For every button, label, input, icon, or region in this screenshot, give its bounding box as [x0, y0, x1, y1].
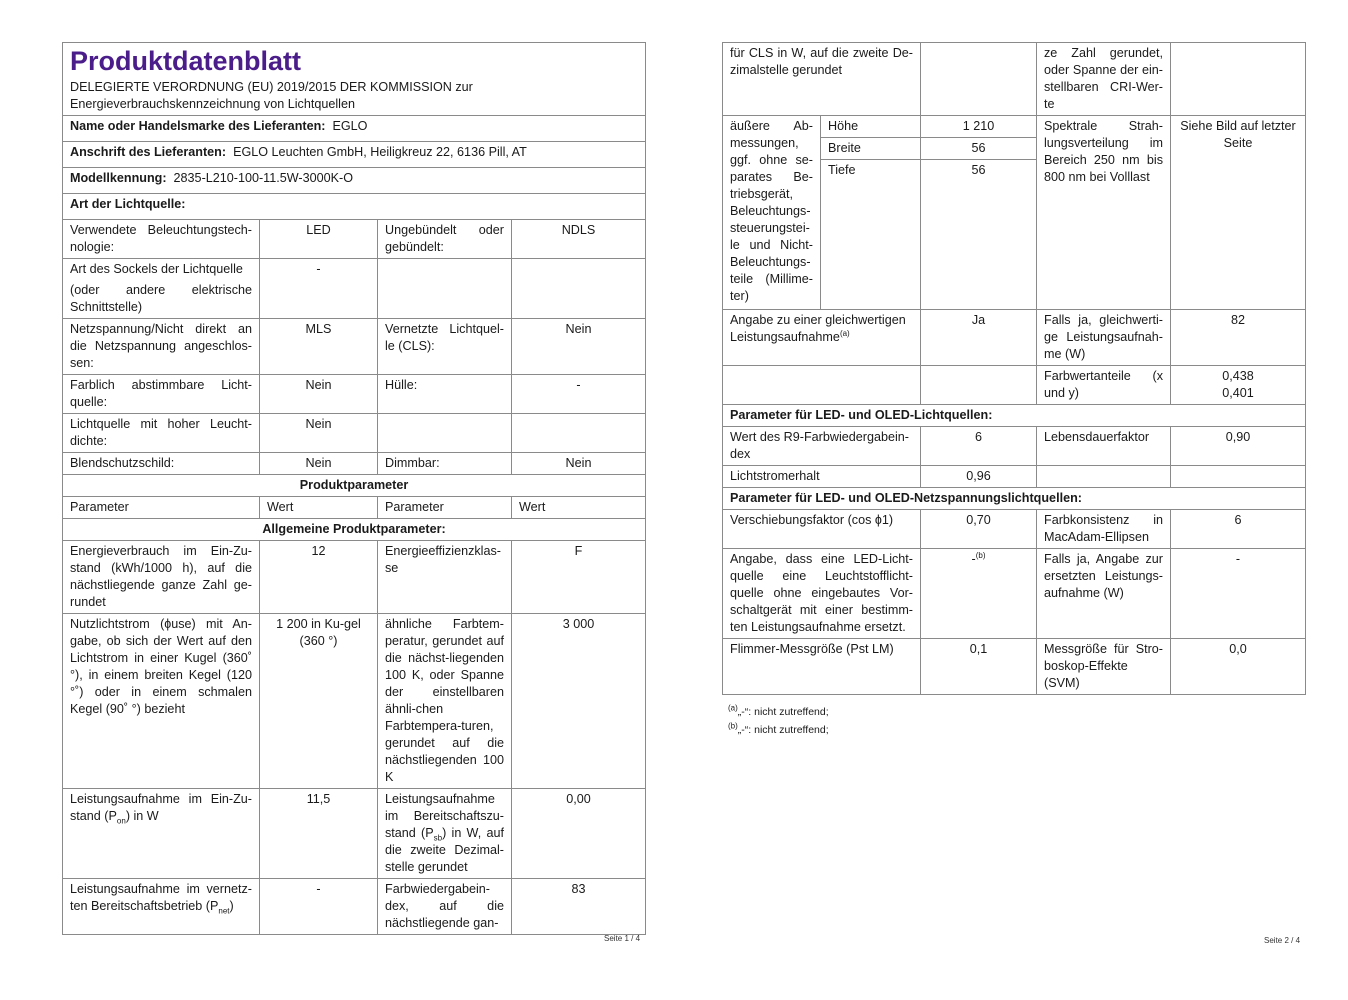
empty-cell — [1171, 466, 1306, 488]
pon-label — [63, 789, 260, 879]
bundled-label: Ungebündelt oder gebündelt: — [378, 220, 512, 259]
height-label: Höhe — [821, 116, 921, 138]
title-cell — [63, 43, 646, 116]
tunable-label: Farblich abstimmbare Licht-quelle: — [63, 375, 260, 414]
chroma-x: 0,438 — [1222, 369, 1254, 383]
cls-value: Nein — [512, 319, 646, 375]
led-params-header: Parameter für LED- und OLED-Lichtquellen: — [723, 405, 1306, 427]
footnote-a — [728, 703, 1305, 721]
maint-label: Lichtstromerhalt — [723, 466, 921, 488]
flux-value: 1 200 in Ku-gel (360 °) — [260, 614, 378, 789]
spectral-label: Spektrale Strah-lungsverteilung im Bereich 250 nm bis 800 nm bei Volllast — [1037, 116, 1171, 310]
footnote-a-mark: (a) — [728, 703, 738, 713]
col-param-header: Parameter — [63, 497, 260, 519]
envelope-value: - — [512, 375, 646, 414]
pon-value: 11,5 — [260, 789, 378, 879]
supplier-label: Name oder Handelsmarke des Lieferanten: — [70, 119, 326, 133]
equiv-power-value: 82 — [1171, 310, 1306, 366]
empty-cell — [921, 366, 1037, 405]
document-subtitle: DELEGIERTE VERORDNUNG (EU) 2019/2015 DER KOMMISSION zur Energieverbrauchskennzeichnung von Lichtquellen — [70, 80, 473, 111]
col-value-header: Wert — [260, 497, 378, 519]
width-value: 56 — [921, 138, 1037, 160]
cct-value: 3 000 — [512, 614, 646, 789]
equiv-value: Ja — [921, 310, 1037, 366]
tech-value: LED — [260, 220, 378, 259]
replace-power-label: Falls ja, Angabe zur ersetzten Leistungs-aufnahme (W) — [1037, 549, 1171, 639]
pf-value: 0,70 — [921, 510, 1037, 549]
footnote-b — [728, 721, 1305, 739]
empty-cell — [1037, 466, 1171, 488]
chroma-y: 0,401 — [1222, 386, 1254, 400]
empty-cell — [512, 259, 646, 319]
pnet-label — [63, 879, 260, 935]
replace-label: Angabe, dass eine LED-Licht-quelle eine Leuchtstofflicht-quelle ohne eingebautes Vor-schaltgerät mit einer bestimm-ten Leistungsaufnahme ersetzt. — [723, 549, 921, 639]
address-value: EGLO Leuchten GmbH, Heiligkreuz 22, 6136 Pill, AT — [233, 145, 527, 159]
equiv-footnote-mark: (a) — [839, 328, 850, 338]
pnet-label-continued: für CLS in W, auf die zweite De-zimalstelle gerundet — [723, 43, 921, 116]
socket-label-line2: (oder andere elektrische Schnittstelle) — [70, 283, 252, 314]
flicker-label: Flimmer-Messgröße (Pst LM) — [723, 639, 921, 695]
height-value: 1 210 — [921, 116, 1037, 138]
lightsource-type-label: Art der Lichtquelle: — [63, 194, 646, 220]
pnet-subscript: net — [218, 906, 230, 916]
empty-cell — [512, 414, 646, 453]
pf-label: Verschiebungsfaktor (cos ɸ1) — [723, 510, 921, 549]
depth-value: 56 — [921, 160, 1037, 310]
spectral-value: Siehe Bild auf letzter Seite — [1171, 116, 1306, 310]
model-row — [63, 168, 646, 194]
mains-params-header: Parameter für LED- und OLED-Netzspannungslichtquellen: — [723, 488, 1306, 510]
strobe-label: Messgröße für Stro-boskop-Effekte (SVM) — [1037, 639, 1171, 695]
tech-label: Verwendete Beleuchtungstech-nologie: — [63, 220, 260, 259]
replace-footnote-mark: (b) — [975, 550, 986, 560]
glare-label: Blendschutzschild: — [63, 453, 260, 475]
col-param-header: Parameter — [378, 497, 512, 519]
address-row — [63, 142, 646, 168]
highlum-value: Nein — [260, 414, 378, 453]
footnotes — [728, 703, 1305, 739]
socket-value: - — [260, 259, 378, 319]
survival-value: 0,90 — [1171, 427, 1306, 466]
datasheet-table-page-2 — [722, 42, 1306, 695]
datasheet-table-page-1 — [62, 42, 646, 935]
psb-label — [378, 789, 512, 879]
replace-value — [921, 549, 1037, 639]
eclass-label: Energieeffizienzklas-se — [378, 541, 512, 614]
tunable-value: Nein — [260, 375, 378, 414]
survival-label: Lebensdauerfaktor — [1037, 427, 1171, 466]
pon-subscript: on — [116, 816, 126, 826]
r9-value: 6 — [921, 427, 1037, 466]
maint-value: 0,96 — [921, 466, 1037, 488]
pnet-value: - — [260, 879, 378, 935]
page-2 — [722, 42, 1305, 739]
chroma-label: Farbwertanteile (x und y) — [1037, 366, 1171, 405]
socket-label — [63, 259, 260, 319]
energy-label: Energieverbrauch im Ein-Zu-stand (kWh/1000 h), auf die nächstliegende ganze Zahl ge-rundet — [63, 541, 260, 614]
empty-cell — [921, 43, 1037, 116]
product-params-header: Produktparameter — [63, 475, 646, 497]
pnet-label-text: Leistungsaufnahme im vernetz-ten Bereitschaftsbetrieb (P — [70, 882, 252, 913]
cri-label: Farbwiedergabein-dex, auf die nächstliegende gan- — [378, 879, 512, 935]
replace-value-text: - — [971, 552, 976, 566]
empty-cell — [378, 259, 512, 319]
width-label: Breite — [821, 138, 921, 160]
replace-power-value: - — [1171, 549, 1306, 639]
r9-label: Wert des R9-Farbwiedergabein-dex — [723, 427, 921, 466]
general-params-header: Allgemeine Produktparameter: — [63, 519, 646, 541]
highlum-label: Lichtquelle mit hoher Leucht-dichte: — [63, 414, 260, 453]
cct-label: ähnliche Farbtem-peratur, gerundet auf die nächst-liegenden 100 K, oder Spanne der einstellbaren ähnli-chen Farbtempera-turen, gerundet auf die nächstliegenden 100 K — [378, 614, 512, 789]
empty-cell — [723, 366, 921, 405]
cri-value: 83 — [512, 879, 646, 935]
depth-label: Tiefe — [821, 160, 921, 310]
socket-label-line1: Art des Sockels der Lichtquelle — [70, 262, 243, 276]
pon-label-unit: ) in W — [125, 809, 159, 823]
equiv-power-label: Falls ja, gleichwerti-ge Leistungsaufnah-me (W) — [1037, 310, 1171, 366]
psb-value: 0,00 — [512, 789, 646, 879]
flicker-value: 0,1 — [921, 639, 1037, 695]
dimmable-value: Nein — [512, 453, 646, 475]
psb-subscript: sb — [433, 833, 443, 843]
flux-label: Nutzlichtstrom (ɸuse) mit An-gabe, ob sich der Wert auf den Lichtstrom in einer Kugel (360˚ °), in einem breiten Kegel (120 °˚) oder in einem schmalen Kegel (90˚ °) bezieht — [63, 614, 260, 789]
envelope-label: Hülle: — [378, 375, 512, 414]
address-label: Anschrift des Lieferanten: — [70, 145, 227, 159]
document-title: Produktdatenblatt — [70, 46, 302, 76]
pon-label-text: Leistungsaufnahme im Ein-Zu-stand (P — [70, 792, 252, 823]
col-value-header: Wert — [512, 497, 646, 519]
empty-cell — [1171, 43, 1306, 116]
macadam-label: Farbkonsistenz in MacAdam-Ellipsen — [1037, 510, 1171, 549]
supplier-value: EGLO — [332, 119, 368, 133]
mains-value: MLS — [260, 319, 378, 375]
dimmable-label: Dimmbar: — [378, 453, 512, 475]
empty-cell — [378, 414, 512, 453]
eclass-value: F — [512, 541, 646, 614]
dims-label: äußere Ab-messungen, ggf. ohne se-parates Be-triebsgerät, Beleuchtungs-steuerungstei-le und Nicht-Beleuchtungs-teile (Millime-ter) — [723, 116, 821, 310]
pnet-label-unit: ) — [229, 899, 234, 913]
page-2-footer: Seite 2 / 4 — [1264, 936, 1301, 945]
macadam-value: 6 — [1171, 510, 1306, 549]
psb-label-text: Leistungsaufnahme im Bereitschaftszu-stand (P — [385, 792, 504, 840]
psb-label-unit: ) in W, auf die zweite Dezimal-stelle gerundet — [385, 826, 504, 874]
cri-label-continued: ze Zahl gerundet, oder Spanne der ein-stellbaren CRI-Wer-te — [1037, 43, 1171, 116]
strobe-value: 0,0 — [1171, 639, 1306, 695]
glare-value: Nein — [260, 453, 378, 475]
supplier-row — [63, 116, 646, 142]
footnote-b-mark: (b) — [728, 721, 738, 731]
model-value: 2835-L210-100-11.5W-3000K-O — [173, 171, 354, 185]
equiv-label — [723, 310, 921, 366]
chroma-values — [1171, 366, 1306, 405]
mains-label: Netzspannung/Nicht direkt an die Netzspannung angeschlos-sen: — [63, 319, 260, 375]
footnote-b-text: „-“: nicht zutreffend; — [737, 724, 829, 736]
energy-value: 12 — [260, 541, 378, 614]
page-1-footer: Seite 1 / 4 — [604, 934, 641, 943]
cls-label: Vernetzte Lichtquel-le (CLS): — [378, 319, 512, 375]
model-label: Modellkennung: — [70, 171, 167, 185]
bundled-value: NDLS — [512, 220, 646, 259]
footnote-a-text: „-“: nicht zutreffend; — [737, 706, 829, 718]
equiv-label-text: Angabe zu einer gleichwertigen Leistungsaufnahme — [730, 313, 906, 344]
page-1 — [62, 42, 645, 935]
